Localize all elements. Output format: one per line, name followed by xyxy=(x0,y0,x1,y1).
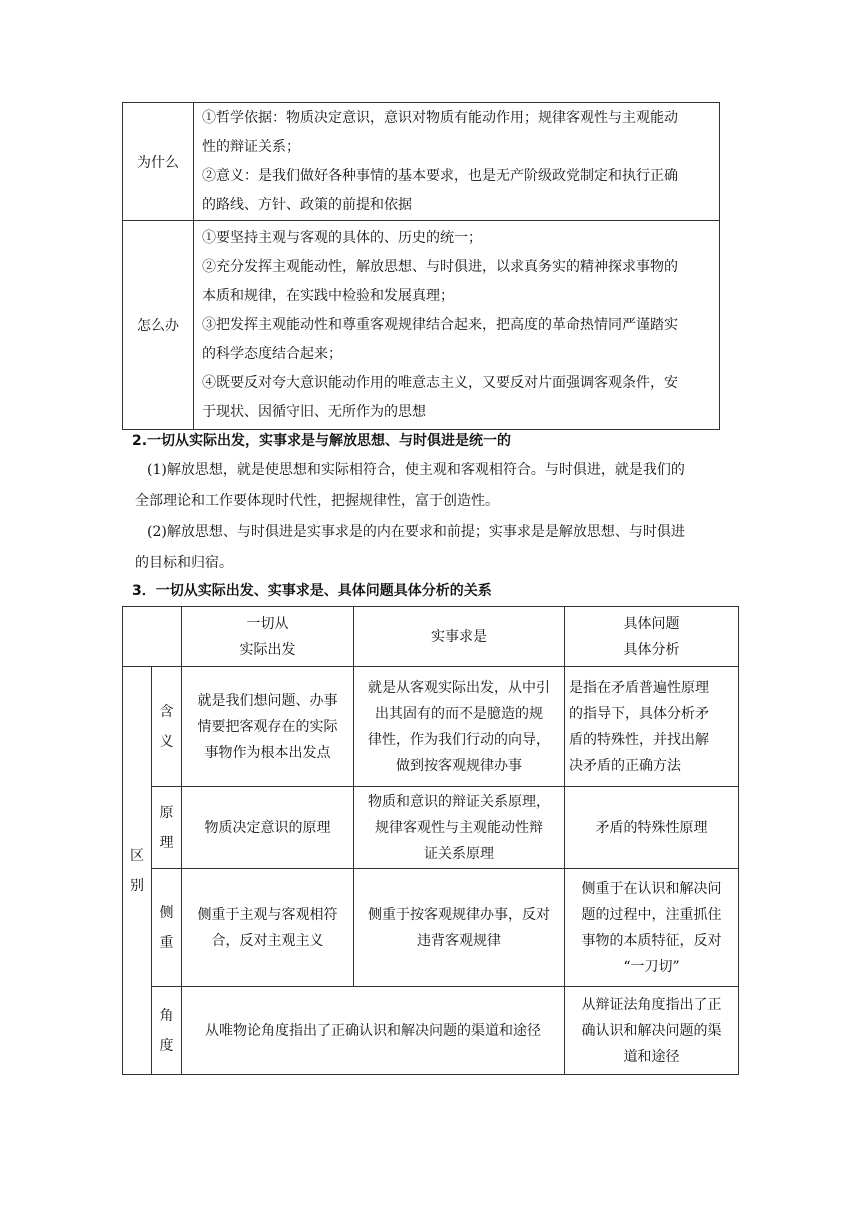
text-line: 做到按客观规律办事 xyxy=(396,757,522,774)
text-line: 物质和意识的辩证关系原理， xyxy=(368,793,550,810)
text-line: 具体问题 xyxy=(623,615,680,632)
text-line: 侧重于按客观规律办事，反对 xyxy=(368,906,550,923)
text-line: 含 xyxy=(159,703,174,720)
table-cell xyxy=(565,667,739,787)
text-line: 题的过程中，注重抓住 xyxy=(581,906,722,923)
table-cell xyxy=(565,987,739,1075)
row-label xyxy=(152,869,182,987)
table-header-row xyxy=(123,607,739,667)
comparison-table xyxy=(122,606,739,1075)
reasons-actions-table xyxy=(122,102,720,430)
text-line: 就是我们想问题、办事 xyxy=(197,692,338,709)
text-line: 的路线、方针、政策的前提和依据 xyxy=(202,196,412,213)
column-header xyxy=(565,607,739,667)
text-line: ②意义：是我们做好各种事情的基本要求，也是无产阶级政党制定和执行正确 xyxy=(202,167,678,184)
text-line: 角 xyxy=(159,1007,174,1024)
table-cell xyxy=(354,787,565,869)
text-line: 规律客观性与主观能动性辩 xyxy=(375,819,543,836)
text-line: 事物作为根本出发点 xyxy=(204,744,331,761)
table-cell xyxy=(565,869,739,987)
row-label xyxy=(152,787,182,869)
table-cell xyxy=(182,869,354,987)
text-line: 义 xyxy=(159,733,174,750)
text-line: 全部理论和工作要体现时代性，把握规律性，富于创造性。 xyxy=(135,493,499,509)
text-line: 盾的特殊性，并找出解 xyxy=(569,731,709,748)
text-line: 原 xyxy=(159,804,174,821)
row-header: 为什么 xyxy=(123,103,194,221)
text-line: 从辩证法角度指出了正 xyxy=(581,996,722,1013)
text-line: ①要坚持主观与客观的具体的、历史的统一； xyxy=(202,229,482,246)
section-3-heading: 3．一切从实际出发、实事求是、具体问题具体分析的关系 xyxy=(132,583,492,599)
text-line: (1)解放思想，就是使思想和实际相符合，使主观和客观相符合。与时俱进，就是我们的 xyxy=(147,462,685,478)
corner-cell xyxy=(123,607,182,667)
text-line: 决矛盾的正确方法 xyxy=(569,757,681,774)
section-2-heading: 2.一切从实际出发，实事求是与解放思想、与时俱进是统一的 xyxy=(132,433,512,449)
text-line: 事物的本质特征，反对 xyxy=(581,932,722,949)
table-cell xyxy=(354,869,565,987)
table-row xyxy=(123,869,739,987)
text-line: 性的辩证关系； xyxy=(202,138,300,155)
text-line: 侧 xyxy=(159,904,174,921)
text-line: 的目标和归宿。 xyxy=(135,555,233,571)
text-line: 侧重于在认识和解决问 xyxy=(581,880,722,897)
column-header: 实事求是 xyxy=(354,607,565,667)
text-line: (2)解放思想、与时俱进是实事求是的内在要求和前提；实事求是是解放思想、与时俱进 xyxy=(147,524,685,540)
text-line: 区 xyxy=(130,847,144,864)
row-header: 怎么办 xyxy=(123,221,194,430)
table-cell xyxy=(182,787,354,869)
table-row xyxy=(123,787,739,869)
table-row xyxy=(123,221,720,430)
row-content xyxy=(194,103,720,221)
text-line: 证关系原理 xyxy=(424,845,494,862)
text-line: 出其固有的而不是臆造的规 xyxy=(375,705,543,722)
table-cell xyxy=(354,667,565,787)
text-line: 物质决定意识的原理 xyxy=(204,819,331,836)
row-content xyxy=(194,221,720,430)
text-line: ④既要反对夸大意识能动作用的唯意志主义，又要反对片面强调客观条件，安 xyxy=(202,374,678,391)
text-line: 的指导下，具体分析矛 xyxy=(569,705,709,722)
table-row xyxy=(123,987,739,1075)
text-line: 本质和规律，在实践中检验和发展真理； xyxy=(202,287,454,304)
text-line: 就是从客观实际出发，从中引 xyxy=(368,679,550,696)
text-line: 于现状、因循守旧、无所作为的思想 xyxy=(202,403,426,420)
text-line: 律性，作为我们行动的向导， xyxy=(368,731,550,748)
table-cell xyxy=(182,667,354,787)
text-line: 矛盾的特殊性原理 xyxy=(595,819,708,836)
text-line: 侧重于主观与客观相符 xyxy=(197,906,338,923)
text-line: 一切从 xyxy=(246,615,289,632)
text-line: 合，反对主观主义 xyxy=(211,932,324,949)
text-line: ①哲学依据：物质决定意识，意识对物质有能动作用；规律客观性与主观能动 xyxy=(202,109,678,126)
text-line: 重 xyxy=(159,934,174,951)
table-row xyxy=(123,103,720,221)
text-line: 理 xyxy=(159,834,174,851)
text-line: 实际出发 xyxy=(239,641,296,658)
text-line: 别 xyxy=(130,877,144,894)
text-line: 违背客观规律 xyxy=(417,932,501,949)
text-line: ③把发挥主观能动性和尊重客观规律结合起来，把高度的革命热情同严谨踏实 xyxy=(202,316,678,333)
section-2-paragraph-1 xyxy=(135,455,737,517)
text-line: 的科学态度结合起来； xyxy=(202,345,342,362)
column-header xyxy=(182,607,354,667)
section-2-paragraph-2 xyxy=(135,517,737,579)
text-line: 度 xyxy=(159,1037,174,1054)
text-line: 情要把客观存在的实际 xyxy=(197,718,338,735)
table-cell: 从唯物论角度指出了正确认识和解决问题的渠道和途径 xyxy=(182,987,565,1075)
table-row xyxy=(123,667,739,787)
text-line: 是指在矛盾普遍性原理 xyxy=(569,679,709,696)
text-line: 道和途径 xyxy=(623,1048,680,1065)
text-line: “一刀切” xyxy=(623,958,680,975)
text-line: 确认识和解决问题的渠 xyxy=(581,1022,722,1039)
text-line: ②充分发挥主观能动性，解放思想、与时俱进，以求真务实的精神探求事物的 xyxy=(202,258,678,275)
row-label xyxy=(152,667,182,787)
text-line: 具体分析 xyxy=(623,641,680,658)
row-label xyxy=(152,987,182,1075)
table-cell xyxy=(565,787,739,869)
group-label xyxy=(123,667,152,1075)
